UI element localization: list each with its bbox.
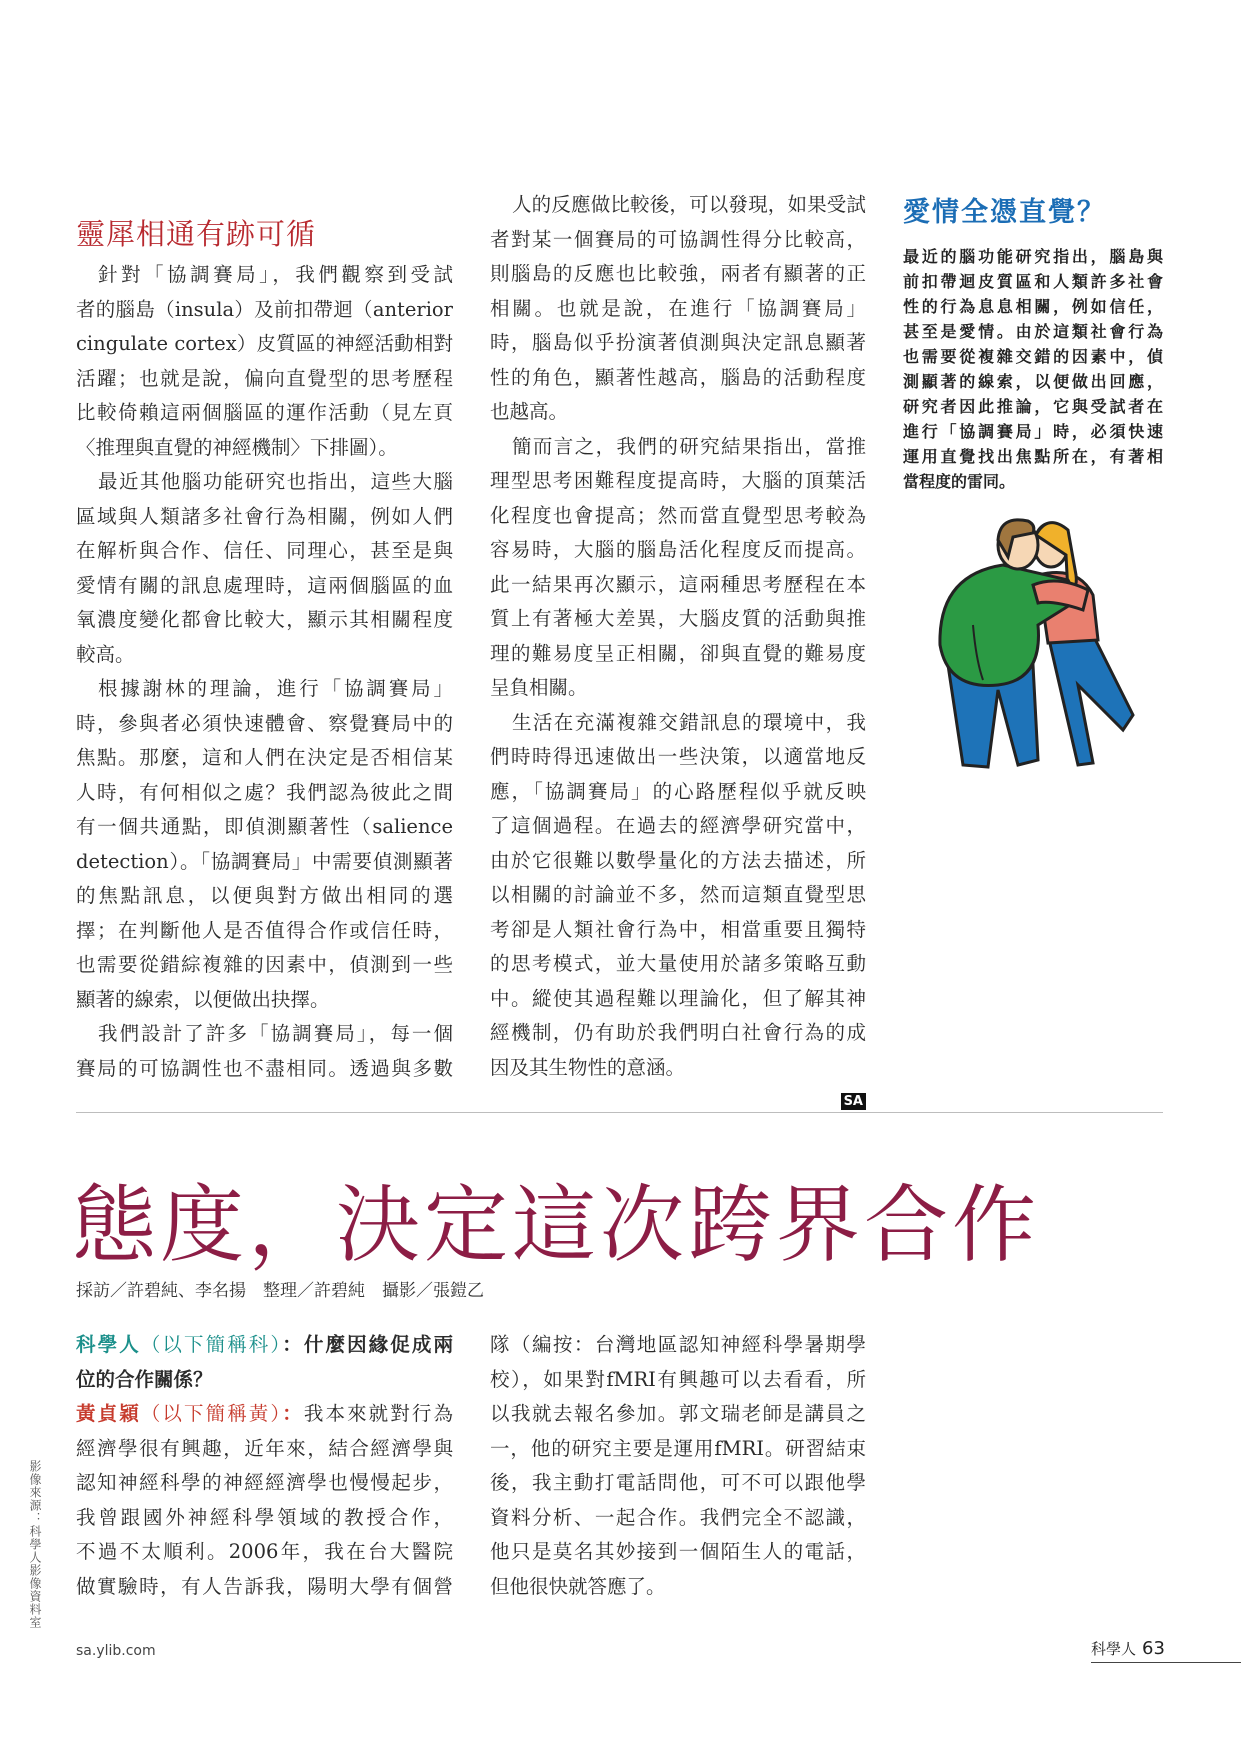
text-line: cingulate cortex）皮質區的神經活動相對 (76, 332, 453, 355)
text-line: 做實驗時，有人告訴我，陽明大學有個營 (76, 1574, 453, 1598)
text-line: 活躍；也就是說，偏向直覺型的思考歷程 (76, 366, 453, 390)
text-line: 但他很快就答應了。 (490, 1574, 666, 1598)
sidebar-heading: 愛情全憑直覺？ (903, 197, 1106, 228)
text-line: 也越高。 (490, 400, 569, 423)
answer-text: 我本來就對行為 (303, 1402, 453, 1425)
text-line: 區域與人類諸多社會行為相關，例如人們 (76, 504, 453, 528)
article-middle-column (490, 188, 866, 1109)
text-line: 賽局的可協調性也不盡相同。透過與多數 (76, 1056, 453, 1080)
text-line: 我們設計了許多「協調賽局」，每一個 (98, 1022, 453, 1045)
interview-right-column (490, 1328, 866, 1604)
text-line: 當程度的雷同。 (903, 472, 1016, 491)
text-line: 性的角色，顯著性越高，腦島的活動程度 (490, 365, 866, 389)
text-line: 中。縱使其過程難以理論化，但了解其神 (490, 986, 866, 1010)
text-line: 一，他的研究主要是運用fMRI。研習結束 (490, 1436, 866, 1460)
text-line: 了這個過程。在過去的經濟學研究當中， (490, 814, 866, 837)
page-number: 63 (1142, 1638, 1165, 1659)
text-line: 因及其生物性的意涵。 (490, 1055, 686, 1079)
footer-url: sa.ylib.com (76, 1643, 156, 1659)
text-line: 也需要從錯綜複雜的因素中，偵測到一些 (76, 953, 453, 976)
speaker-name: 黃貞穎 (76, 1402, 141, 1425)
text-line: 呈負相關。 (490, 676, 588, 699)
text-line: detection）。「協調賽局」中需要偵測顯著 (76, 849, 453, 873)
text-line: 的焦點訊息，以便與對方做出相同的選 (76, 884, 453, 907)
text-line: 研究者因此推論，它與受試者在 (903, 397, 1163, 416)
text-line: 相關。也就是說，在進行「協調賽局」 (490, 296, 866, 320)
text-line: 經機制，仍有助於我們明白社會行為的成 (490, 1021, 866, 1044)
byline: 採訪／許碧純、李名揚 整理／許碧純 攝影／張鎧乙 (76, 1281, 484, 1301)
article-left-column (76, 258, 453, 1086)
image-credit: 影像來源：科學人影像資料室 (28, 1460, 42, 1629)
text-line: 在解析與合作、信任、同理心，甚至是與 (76, 539, 453, 562)
text-line: 考卻是人類社會行為中，相當重要且獨特 (490, 917, 866, 941)
text-line: 有一個共通點，即偵測顯著性（salience (76, 815, 453, 838)
text-line: 〈推理與直覺的神經機制〉下排圖）。 (76, 435, 398, 459)
text-line: 最近其他腦功能研究也指出，這些大腦 (98, 470, 453, 493)
text-line: 則腦島的反應也比較強，兩者有顯著的正 (490, 262, 866, 285)
text-line: 測顯著的線索，以便做出回應， (903, 372, 1163, 391)
text-line: 以相關的討論並不多，然而這類直覺型思 (490, 883, 866, 906)
text-line: 焦點。那麼，這和人們在決定是否相信某 (76, 746, 453, 769)
speaker-name: 科學人 (76, 1333, 141, 1356)
speaker-abbr: （以下簡稱黃） (140, 1402, 283, 1425)
sidebar-text (903, 244, 1163, 494)
text-line: 隊（編按：台灣地區認知神經科學暑期學 (490, 1333, 866, 1356)
text-line: 質上有著極大差異，大腦皮質的活動與推 (490, 607, 866, 630)
text-line: 此一結果再次顯示，這兩種思考歷程在本 (490, 572, 866, 596)
text-line: 後，我主動打電話問他，可不可以跟他學 (490, 1471, 866, 1494)
speaker-abbr: （以下簡稱科） (140, 1333, 283, 1356)
text-line: 生活在充滿複雜交錯訊息的環境中，我 (512, 710, 866, 734)
text-line: 較高。 (76, 642, 135, 666)
text-line: 他只是莫名其妙接到一個陌生人的電話， (490, 1540, 866, 1563)
text-line: 甚至是愛情。由於這類社會行為 (903, 322, 1163, 341)
section-heading: 靈犀相通有跡可循 (76, 217, 317, 251)
colon: ： (282, 1333, 304, 1356)
text-line: 應，「協調賽局」的心路歷程似乎就反映 (490, 779, 866, 803)
text-line: 資料分析、一起合作。我們完全不認識， (490, 1505, 866, 1529)
text-line: 時，腦島似乎扮演著偵測與決定訊息顯著 (490, 331, 866, 354)
text-line: 時，參與者必須快速體會、察覺賽局中的 (76, 711, 453, 735)
text-line: 化程度也會提高；然而當直覺型思考較為 (490, 503, 866, 527)
colon: ： (282, 1402, 304, 1425)
text-line: 運用直覺找出焦點所在，有著相 (903, 447, 1163, 466)
text-line: 者對某一個賽局的可協調性得分比較高， (490, 227, 866, 251)
text-line: 針對「協調賽局」，我們觀察到受試 (98, 263, 453, 286)
text-line: 者的腦島（insula）及前扣帶迴（anterior (76, 297, 453, 321)
text-line: 人的反應做比較後，可以發現，如果受試 (512, 193, 866, 216)
question-line (76, 1328, 453, 1363)
text-line: 經濟學很有興趣，近年來，結合經濟學與 (76, 1436, 453, 1460)
text-line: 人時，有何相似之處？我們認為彼此之間 (76, 780, 453, 804)
magazine-name: 科學人 (1091, 1640, 1137, 1658)
text-line: 以我就去報名參加。郭文瑞老師是講員之 (490, 1402, 866, 1425)
text-line: 前扣帶迴皮質區和人類許多社會 (903, 272, 1163, 291)
text-line: 根據謝林的理論，進行「協調賽局」 (98, 677, 453, 700)
text-line: 校），如果對fMRI有興趣可以去看看，所 (490, 1367, 866, 1391)
text-line: 簡而言之，我們的研究結果指出，當推 (512, 434, 866, 458)
text-line: 我曾跟國外神經科學領域的教授合作， (76, 1505, 453, 1529)
text-line: 認知神經科學的神經經濟學也慢慢起步， (76, 1471, 453, 1494)
question-line: 位的合作關係？ (76, 1367, 213, 1391)
text-line: 比較倚賴這兩個腦區的運作活動（見左頁 (76, 401, 453, 424)
interview-left-column (76, 1328, 453, 1604)
text-line: 性的行為息息相關，例如信任， (903, 297, 1163, 316)
text-line: 理型思考困難程度提高時，大腦的頂葉活 (490, 469, 866, 492)
text-line: 愛情有關的訊息處理時，這兩個腦區的血 (76, 573, 453, 597)
interview-title: 態度，決定這次跨界合作 (72, 1176, 1041, 1274)
answer-line (76, 1397, 453, 1432)
text-line: 理的難易度呈正相關，卻與直覺的難易度 (490, 641, 866, 665)
text-line: 最近的腦功能研究指出，腦島與 (903, 247, 1163, 266)
text-line: 擇；在判斷他人是否值得合作或信任時， (76, 918, 453, 942)
text-line: 們時時得迅速做出一些決策，以適當地反 (490, 745, 866, 768)
text-line: 氧濃度變化都會比較大，顯示其相關程度 (76, 608, 453, 631)
footer-page (1091, 1638, 1241, 1663)
text-line: 進行「協調賽局」時，必須快速 (903, 422, 1163, 441)
text-line: 的思考模式，並大量使用於諸多策略互動 (490, 952, 866, 975)
section-divider (76, 1112, 1163, 1113)
hugging-couple-illustration (928, 515, 1158, 775)
text-line: 不過不太順利。2006年，我在台大醫院 (76, 1540, 453, 1563)
sa-end-mark: SA (841, 1093, 866, 1110)
text-line: 由於它很難以數學量化的方法去描述，所 (490, 848, 866, 872)
text-line: 顯著的線索，以便做出抉擇。 (76, 987, 330, 1011)
question-text: 什麼因緣促成兩 (303, 1333, 453, 1356)
text-line: 容易時，大腦的腦島活化程度反而提高。 (490, 538, 866, 561)
text-line: 也需要從複雜交錯的因素中，偵 (903, 347, 1163, 366)
